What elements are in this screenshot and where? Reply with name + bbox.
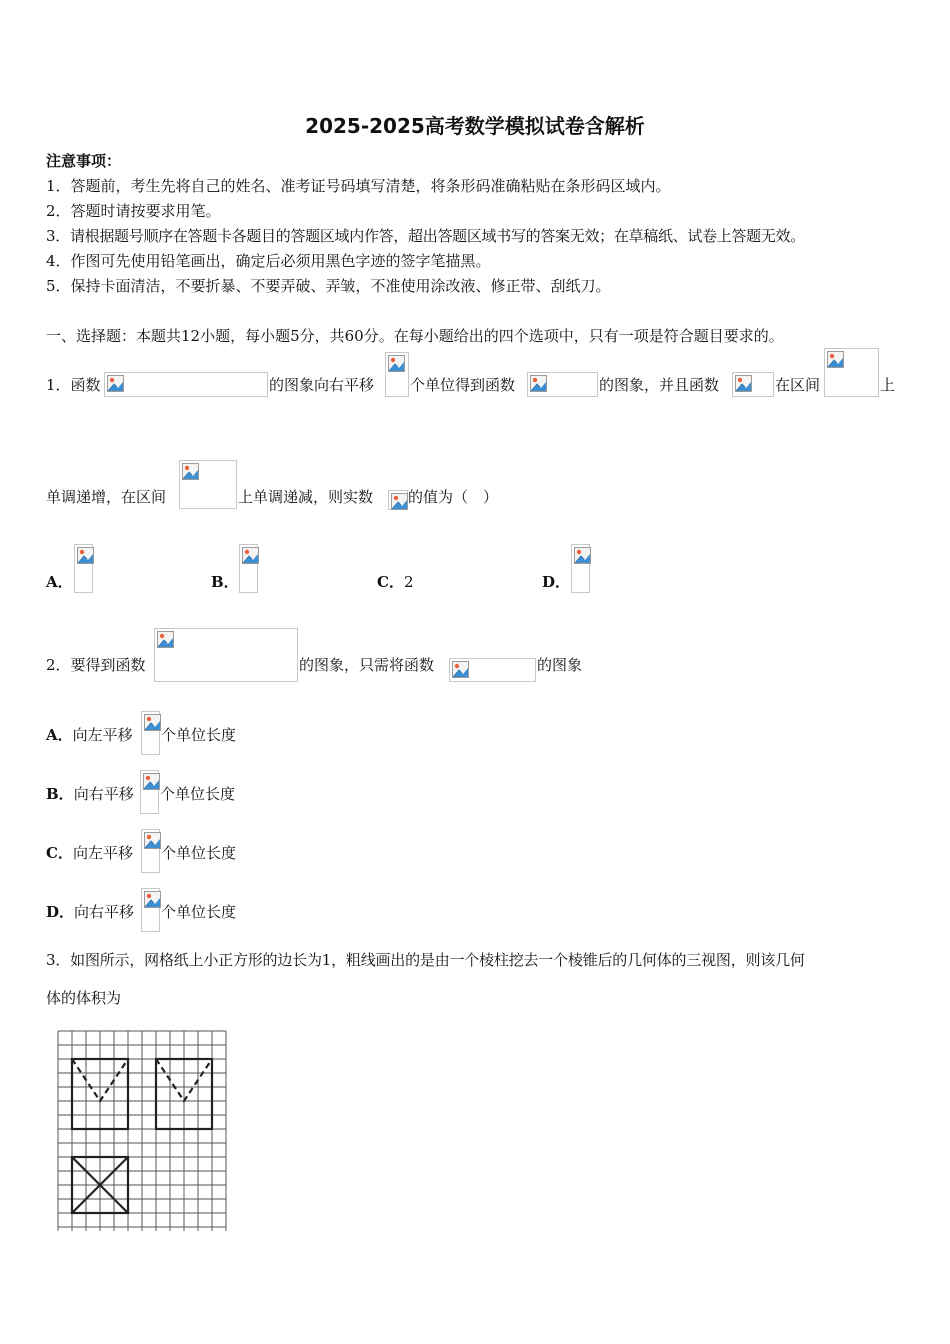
formula-image xyxy=(449,658,536,682)
option-label: C． xyxy=(377,573,404,591)
formula-image xyxy=(179,460,237,509)
option-text: 向左平移 xyxy=(72,844,133,862)
q1-text: 的图象，并且函数 xyxy=(599,376,720,394)
formula-image xyxy=(74,544,93,593)
broken-image-icon xyxy=(391,493,408,510)
notice-item: 4．作图可先使用铅笔画出，确定后必须用黑色字迹的签字笔描黑。 xyxy=(46,252,491,270)
broken-image-icon xyxy=(182,463,199,480)
option-text: 个单位长度 xyxy=(161,844,237,862)
q1-text: 上 xyxy=(880,376,896,394)
formula-image xyxy=(385,352,409,397)
formula-image xyxy=(239,544,258,593)
q1-text: 的图象向右平移 xyxy=(269,376,375,394)
q1-text: 1．函数 xyxy=(46,376,101,394)
q3-text: 体的体积为 xyxy=(46,989,122,1007)
formula-image xyxy=(824,348,879,397)
option-text: 向左平移 xyxy=(72,726,133,744)
q1-text: 上单调递减，则实数 xyxy=(238,488,374,506)
formula-image xyxy=(388,490,408,510)
page-title: 2025-2025高考数学模拟试卷含解析 xyxy=(305,114,645,138)
option-label: D． xyxy=(542,573,571,591)
q1-text: 单调递增，在区间 xyxy=(46,488,167,506)
formula-image xyxy=(104,372,268,397)
option-text: 向右平移 xyxy=(73,785,134,803)
broken-image-icon xyxy=(452,661,469,678)
broken-image-icon xyxy=(77,547,94,564)
q3-text: 3．如图所示，网格纸上小正方形的边长为1，粗线画出的是由一个棱柱挖去一个棱锥后的几何体的三视图，则该几何 xyxy=(46,951,805,969)
broken-image-icon xyxy=(242,547,259,564)
notice-item: 5．保持卡面清洁，不要折暴、不要弄破、弄皱，不准使用涂改液、修正带、刮纸刀。 xyxy=(46,277,611,295)
formula-image xyxy=(140,770,159,814)
broken-image-icon xyxy=(735,375,752,392)
option-text: 个单位长度 xyxy=(161,726,237,744)
broken-image-icon xyxy=(144,714,161,731)
broken-image-icon xyxy=(107,375,124,392)
notice-item: 3．请根据题号顺序在答题卡各题目的答题区域内作答，超出答题区域书写的答案无效；在草稿纸、试卷上答题无效。 xyxy=(46,227,805,245)
section-heading: 一、选择题：本题共12小题，每小题5分，共60分。在每小题给出的四个选项中，只有一项是符合题目要求的。 xyxy=(46,327,784,345)
three-view-figure xyxy=(57,1030,229,1232)
formula-image xyxy=(141,829,160,873)
q2-text: 的图象，只需将函数 xyxy=(299,656,435,674)
q2-text: 的图象 xyxy=(537,656,583,674)
formula-image xyxy=(732,372,774,397)
option-text: 个单位长度 xyxy=(160,785,236,803)
option-text: 2 xyxy=(404,573,414,591)
formula-image xyxy=(527,372,598,397)
broken-image-icon xyxy=(530,375,547,392)
broken-image-icon xyxy=(388,355,405,372)
option-label: D． xyxy=(46,903,75,921)
notice-item: 1．答题前，考生先将自己的姓名、准考证号码填写清楚，将条形码准确粘贴在条形码区域内。 xyxy=(46,177,671,195)
broken-image-icon xyxy=(574,547,591,564)
broken-image-icon xyxy=(157,631,174,648)
formula-image xyxy=(141,888,160,932)
option-label: A． xyxy=(46,573,73,591)
notice-item: 2．答题时请按要求用笔。 xyxy=(46,202,221,220)
q1-text: 在区间 xyxy=(775,376,821,394)
option-label: B． xyxy=(46,785,74,803)
formula-image xyxy=(141,711,160,755)
broken-image-icon xyxy=(143,773,160,790)
formula-image xyxy=(154,628,298,682)
option-label: B． xyxy=(211,573,239,591)
broken-image-icon xyxy=(144,832,161,849)
formula-image xyxy=(571,544,590,593)
broken-image-icon xyxy=(144,891,161,908)
broken-image-icon xyxy=(827,351,844,368)
notice-heading: 注意事项： xyxy=(46,152,122,170)
q1-text: 的值为（ ） xyxy=(408,488,499,506)
option-text: 向右平移 xyxy=(74,903,135,921)
q1-text: 个单位得到函数 xyxy=(410,376,516,394)
option-label: C． xyxy=(46,844,73,862)
option-label: A． xyxy=(46,726,73,744)
option-text: 个单位长度 xyxy=(161,903,237,921)
q2-text: 2．要得到函数 xyxy=(46,656,146,674)
